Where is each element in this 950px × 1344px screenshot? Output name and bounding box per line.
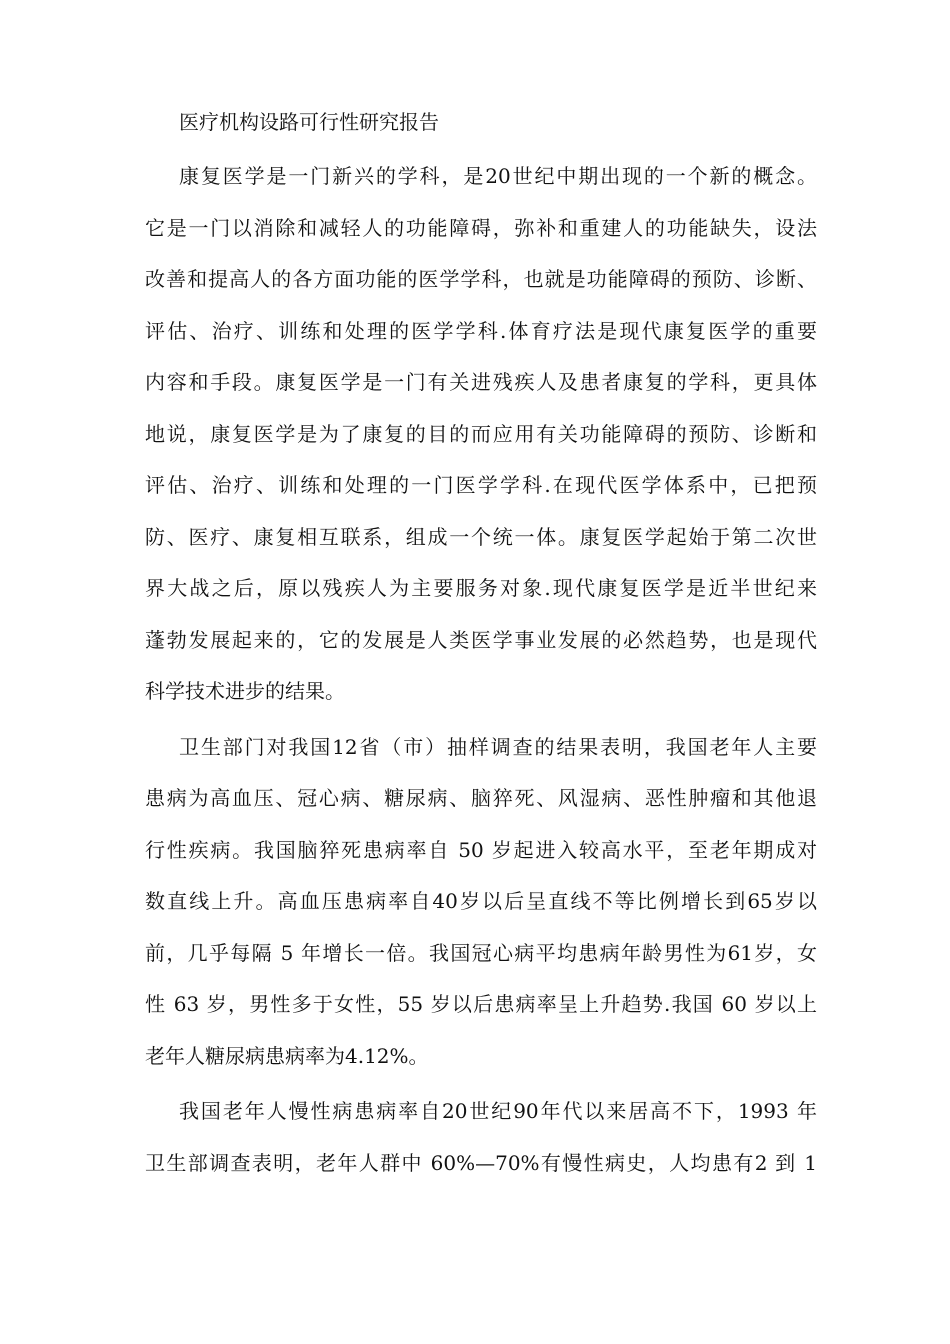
text-line: 老年人糖尿病患病率为4.12%。 — [145, 1043, 429, 1068]
paragraph-rehab-medicine — [145, 147, 817, 718]
text-line: 地说，康复医学是为了康复的目的而应用有关功能障碍的预防、诊断和 — [145, 421, 817, 446]
text-line: 评估、治疗、训练和处理的一门医学学科.在现代医学体系中，已把预 — [145, 473, 817, 497]
document-body — [145, 97, 817, 1189]
text-line: 评估、治疗、训练和处理的医学学科.体育疗法是现代康复医学的重要 — [145, 318, 817, 343]
text-line: 数直线上升。高血压患病率自40岁以后呈直线不等比例增长到65岁以 — [145, 889, 817, 913]
text-line: 患病为高血压、冠心病、糖尿病、脑猝死、风湿病、恶性肿瘤和其他退 — [145, 786, 817, 810]
text-line: 界大战之后，原以残疾人为主要服务对象.现代康复医学是近半世纪来 — [145, 576, 817, 600]
text-line: 我国老年人慢性病患病率自20世纪90年代以来居高不下，1993 年 — [179, 1099, 817, 1123]
text-line: 前，几乎每隔 5 年增长一倍。我国冠心病平均患病年龄男性为61岁，女 — [145, 940, 817, 965]
text-line: 它是一门以消除和减轻人的功能障碍，弥补和重建人的功能缺失，设法 — [145, 215, 817, 240]
text-line: 科学技术进步的结果。 — [145, 679, 345, 703]
text-line: 卫生部门对我国12省（市）抽样调查的结果表明，我国老年人主要 — [179, 734, 817, 759]
text-line: 蓬勃发展起来的，它的发展是人类医学事业发展的必然趋势，也是现代 — [145, 627, 817, 652]
paragraph-chronic-disease-rate — [145, 1082, 817, 1189]
text-line: 改善和提高人的各方面功能的医学学科，也就是功能障碍的预防、诊断、 — [145, 267, 817, 291]
paragraph-elderly-disease-survey — [145, 718, 817, 1083]
text-line: 防、医疗、康复相互联系，组成一个统一体。康复医学起始于第二次世 — [145, 524, 817, 549]
text-line: 性 63 岁，男性多于女性，55 岁以后患病率呈上升趋势.我国 60 岁以上 — [145, 992, 817, 1016]
text-line: 内容和手段。康复医学是一门有关进残疾人及患者康复的学科，更具体 — [145, 370, 817, 394]
text-line: 行性疾病。我国脑猝死患病率自 50 岁起进入较高水平，至老年期成对 — [145, 837, 817, 862]
text-line: 卫生部调查表明，老年人群中 60%—70%有慢性病史，人均患有2 到 1 — [145, 1150, 817, 1175]
text-line: 康复医学是一门新兴的学科，是20世纪中期出现的一个新的概念。 — [179, 164, 817, 188]
document-title: 医疗机构设路可行性研究报告 — [179, 110, 439, 134]
